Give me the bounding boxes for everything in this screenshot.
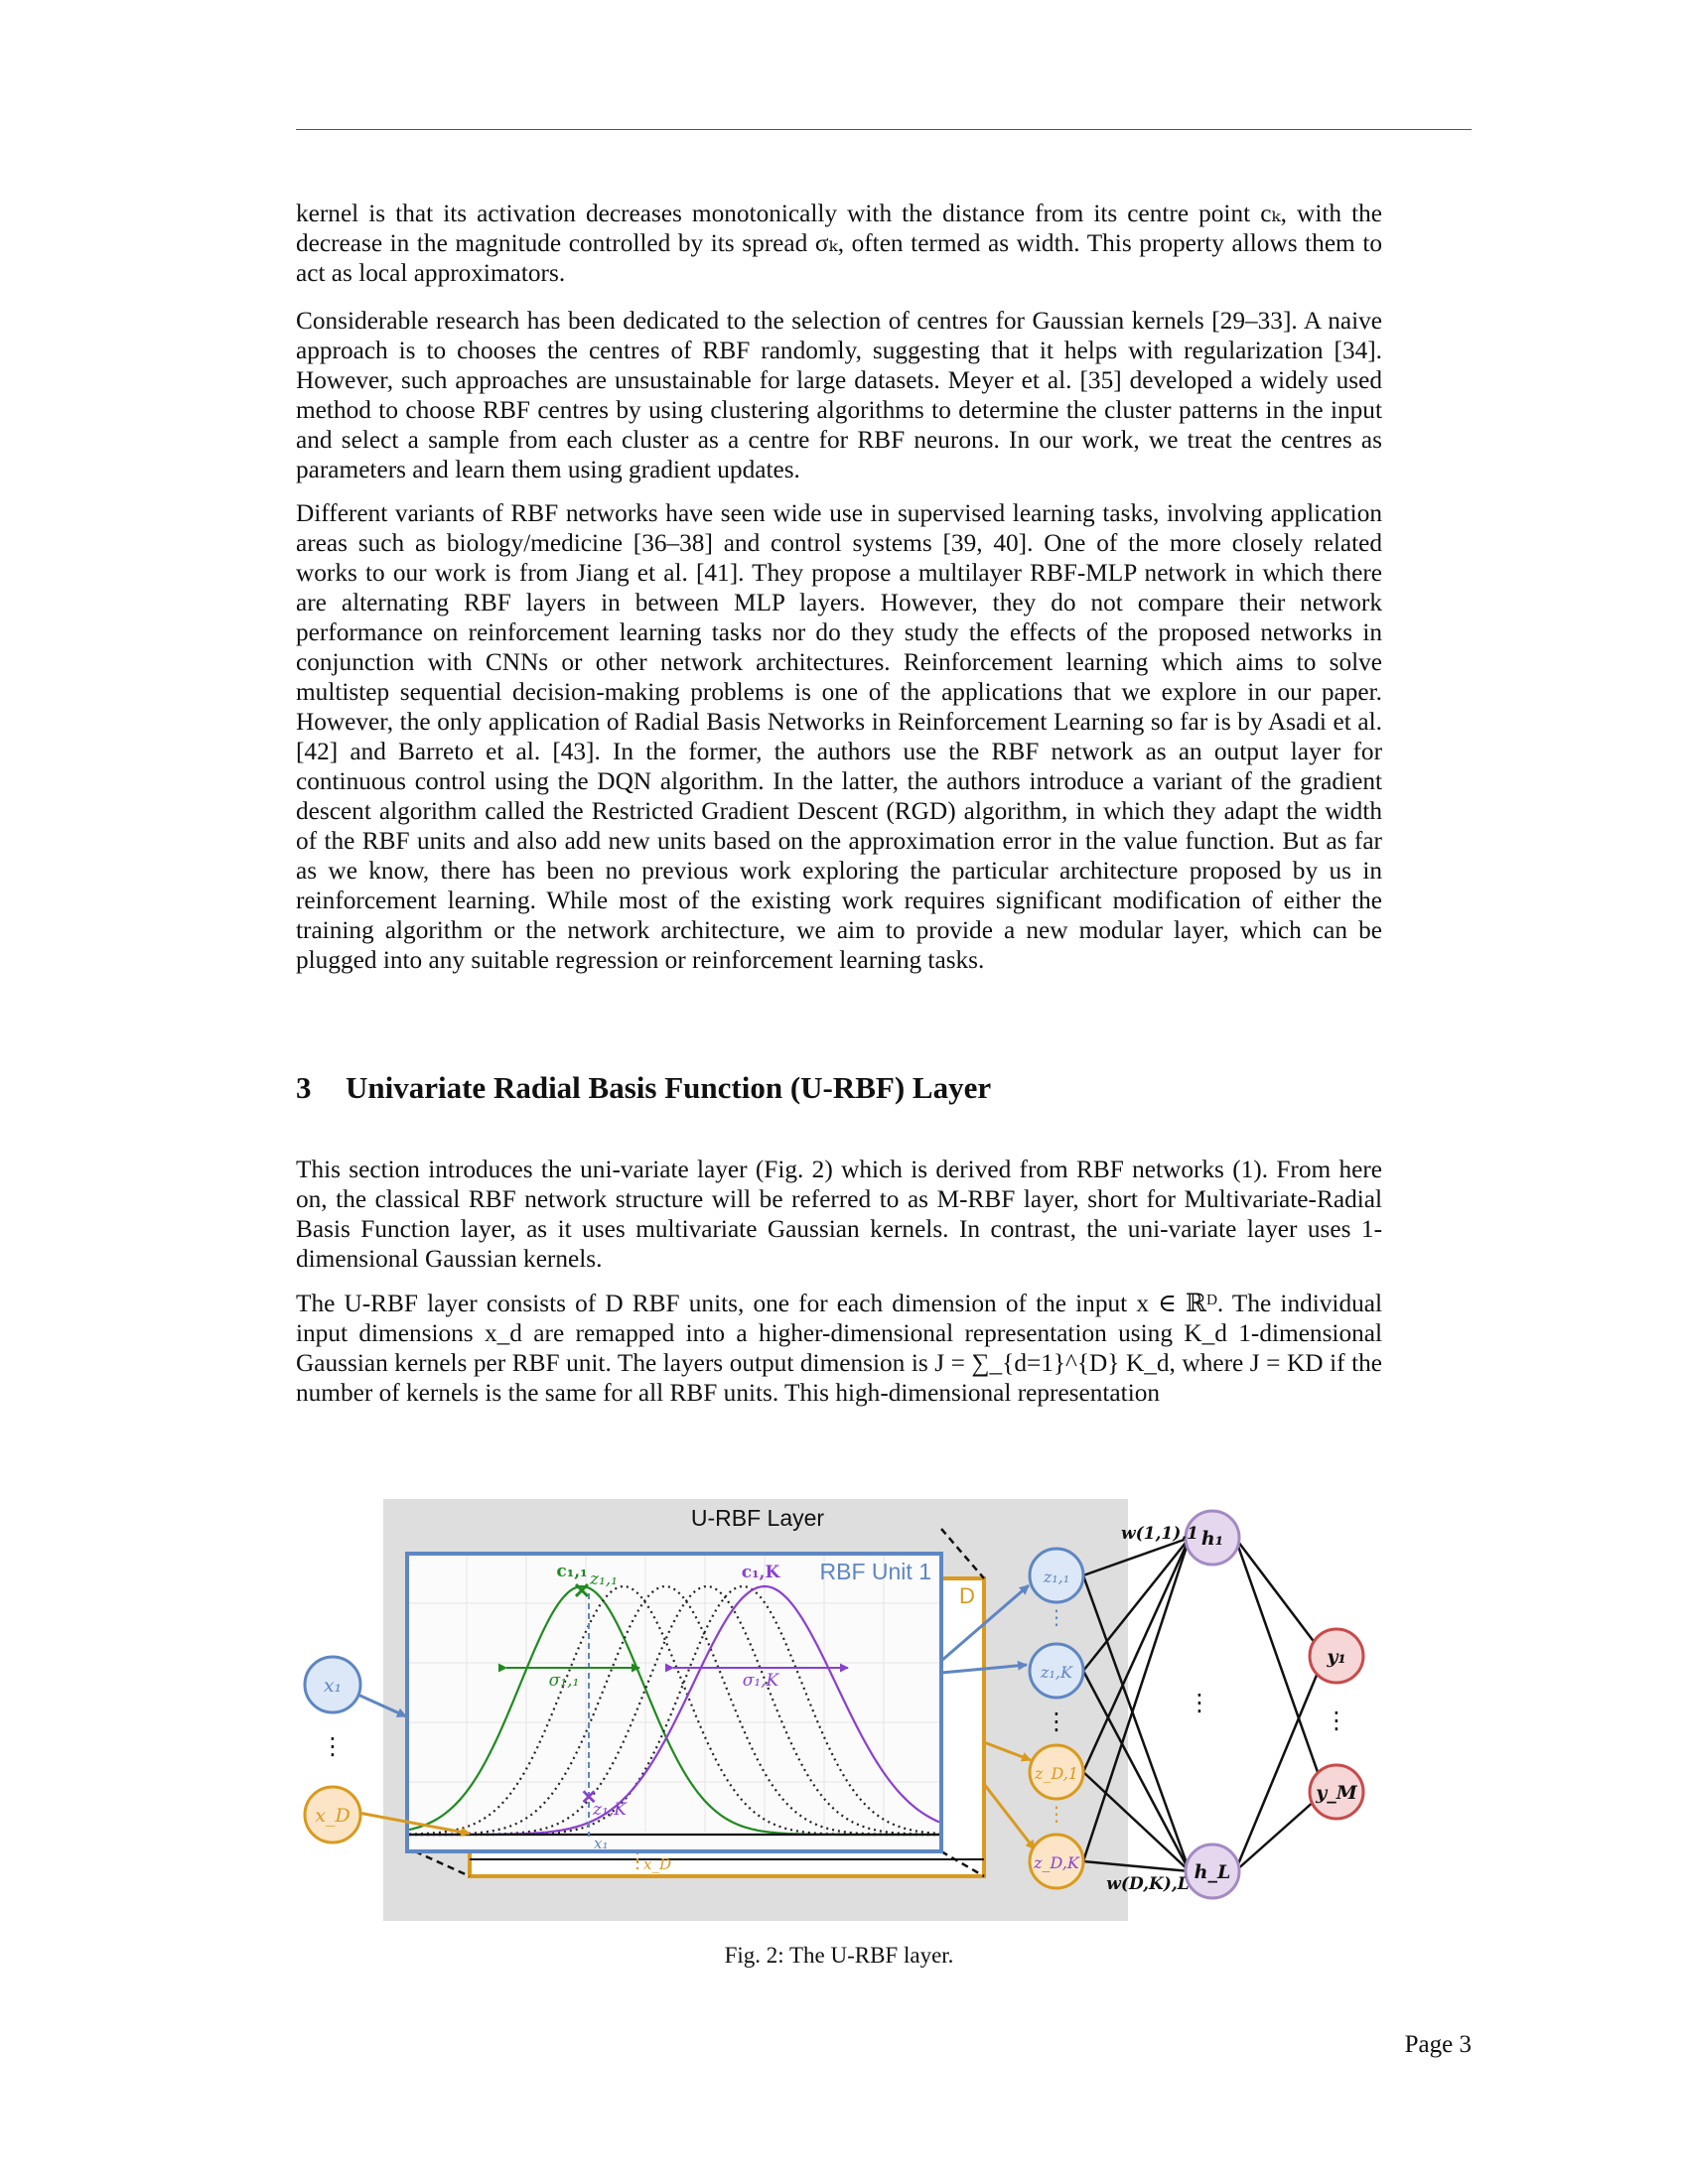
section-number: 3: [296, 1070, 312, 1105]
paragraph-variants: Different variants of RBF networks have seen wide use in supervised learning tasks, involving application areas such as biology/medicine [36–38] and control systems [39, 40]. One of the more closely related works to our work is from Jiang et al. [41]. They propose a multilayer RBF-MLP network in which there are alternating RBF layers in between MLP layers. However, they do not compare their network performance on reinforcement learning tasks nor do they study the effects of the proposed networks in conjunction with CNNs or other network architectures. Reinforcement learning which aims to solve multistep sequential decision-making problems is one of the applications that we explore in our paper. However, the only application of Radial Basis Networks in Reinforcement Learning so far is by Asadi et al. [42] and Barreto et al. [43]. In the former, the authors use the RBF network as an output layer for continuous control using the DQN algorithm. In the latter, the authors introduce a variant of the gradient descent algorithm called the Restricted Gradient Descent (RGD) algorithm, in which they adapt the width of the RBF units and also add new units based on the approximation error in the value function. But as far as we know, there has been no previous work exploring the particular architecture proposed by us in reinforcement learning. While most of the existing work requires significant modification of either the training algorithm or the network architecture, we aim to provide a new modular layer, which can be plugged into any suitable regression or reinforcement learning tasks.: [296, 499, 1382, 974]
layer-title: U-RBF Layer: [690, 1505, 825, 1531]
z1k-point-marker: ✕: [580, 1785, 598, 1809]
input-ellipsis: ⋮: [321, 1733, 345, 1760]
output-node-ym-label: y_M: [1316, 1782, 1357, 1804]
hidden-ellipsis: ⋮: [1188, 1690, 1211, 1716]
weight-label-last: w(D,K),L: [1106, 1874, 1190, 1894]
sigma-11-label: σ₁,₁: [548, 1671, 580, 1691]
paragraph-layer-def: The U-RBF layer consists of D RBF units, one for each dimension of the input x ∈ ℝᴰ. The individual input dimensions x_d are remapped into a higher-dimensional representation using K_d 1-dimensional Gaussian kernels per RBF unit. The layers output dimension is J = ∑_{d=1}^{D} K_d, where J = KD if the number of kernels is the same for all RBF units. This high-dimensional representation: [296, 1290, 1382, 1407]
hidden-node-hl-label: h_L: [1194, 1861, 1231, 1883]
xd-plot-label: x_D: [643, 1855, 671, 1873]
z11-point-marker: ✕: [572, 1578, 592, 1604]
c1k-label: c₁,K: [741, 1563, 780, 1582]
z11-plot-label: z₁,₁: [590, 1570, 618, 1589]
header-rule: [296, 129, 1472, 130]
sigma-1k-label: σ₁,K: [742, 1671, 779, 1691]
rbf-node-zdk-label: z_D,K: [1034, 1853, 1079, 1872]
rbf-unit1-ellipsis: ⋮: [1047, 1607, 1066, 1629]
section-heading: [296, 1070, 991, 1106]
input-node-x1-label: x₁: [323, 1675, 343, 1697]
urbf-diagram: [296, 1494, 1398, 1931]
input-node-xd-label: x_D: [315, 1805, 351, 1827]
figure-caption: Fig. 2: The U-RBF layer.: [724, 1943, 954, 1968]
paragraph-centres: Considerable research has been dedicated to the selection of centres for Gaussian kernels [29–33]. A naive approach is to chooses the centres of RBF randomly, suggesting that it helps with regularization [34]. However, such approaches are unsustainable for large datasets. Meyer et al. [35] developed a widely used method to choose RBF centres by using clustering algorithms to determine the cluster patterns in the input and select a sample from each cluster as a centre for RBF neurons. In our work, we treat the centres as parameters and learn them using gradient updates.: [296, 307, 1382, 483]
output-node-y1-label: y₁: [1327, 1646, 1346, 1668]
rbf-ellipsis: ⋮: [1045, 1708, 1068, 1735]
rbf-node-z11-label: z₁,₁: [1043, 1568, 1070, 1586]
x1-plot-label: x₁: [594, 1835, 609, 1852]
figure-urbf: [296, 1494, 1398, 1931]
hidden-node-h1-label: h₁: [1200, 1528, 1224, 1550]
z1k-plot-label: z₁,K: [593, 1800, 627, 1820]
unit-title: RBF Unit 1: [819, 1559, 931, 1584]
rbf-node-zd1-label: z_D,1: [1035, 1764, 1078, 1783]
unit-stack-label: D: [959, 1583, 975, 1608]
paragraph-intro: This section introduces the uni-variate layer (Fig. 2) which is derived from RBF networks (1). From here on, the classical RBF network structure will be referred to as M-RBF layer, short for Multivariate-Radial Basis Function layer, as it uses multivariate Gaussian kernels. In contrast, the uni-variate layer uses 1-dimensional Gaussian kernels.: [296, 1156, 1382, 1273]
rbf-unitd-ellipsis: ⋮: [1047, 1804, 1066, 1826]
rbf-node-z1k-label: z₁,K: [1041, 1663, 1072, 1682]
section-title: Univariate Radial Basis Function (U-RBF) Layer: [346, 1070, 992, 1105]
c11-label: c₁,₁: [556, 1562, 588, 1581]
page-number: Page 3: [1404, 2031, 1472, 2058]
rbf-unit-1-box: [407, 1554, 941, 1851]
paragraph-kernel: kernel is that its activation decreases monotonically with the distance from its centre point cₖ, with the decrease in the magnitude controlled by its spread σₖ, often termed as width. This property allows them to act as local approximators.: [296, 200, 1382, 287]
output-ellipsis: ⋮: [1325, 1707, 1348, 1734]
weight-label-first: w(1,1),1: [1120, 1524, 1199, 1544]
